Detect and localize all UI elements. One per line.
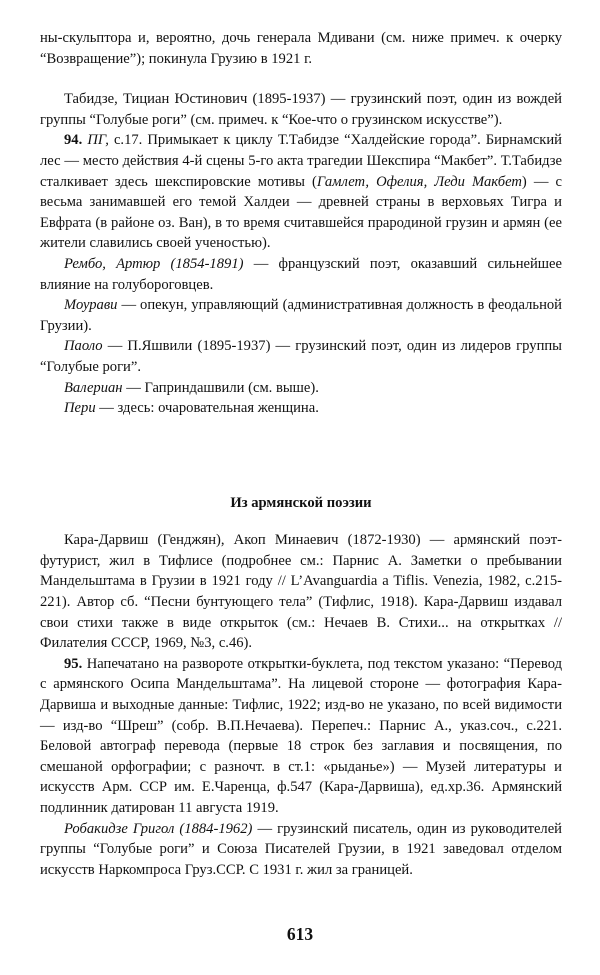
paragraph-peri [40,398,562,419]
definition-mourav: — опекун, управляющий (административная должность в феодальной Грузии). [40,297,562,334]
paragraph-valerian [40,378,562,399]
term-robakidze: Робакидзе Григол (1884-1962) [64,820,253,837]
section-title: Из армянской поэзии [230,494,372,511]
page-body [40,28,562,880]
term-paolo: Паоло [64,338,103,355]
note-source-94: ПГ, [87,132,109,149]
paragraph-tabidze: Табидзе, Тициан Юстинович (1895-1937) — грузинский поэт, один из вождей группы “Голубые роги” (см. примеч. к “Кое-что о грузинском искусстве”). [40,91,562,128]
note-number-95: 95. [64,655,83,672]
paragraph-robakidze [40,819,562,881]
paragraph-note-95 [40,654,562,819]
term-valerian: Валериан [64,379,123,396]
definition-peri: — здесь: очаровательная женщина. [95,400,319,417]
page-number: 613 [286,924,314,944]
definition-rembo: — французский поэт, оказавший сильнейшее влияние на голубороговцев. [40,255,562,293]
paragraph-note-94 [40,130,562,254]
paragraph-rembo [40,254,562,295]
note-text-94b: ) — с весьма занимавшей его темой Халдеи — древней страны в верховьях Тигра и Евфрата (в районе оз. Ван), в то время считавшейся прародиной грузин и армян (ее жители славились своей ученостью). [40,173,562,252]
note-text-95: Напечатано на развороте открытки-буклета, под текстом указано: “Перевод с армянского Осипа Мандельштама”. На лицевой стороне — фотография Кара-Дарвиша и выходные данные: Тифлис, 1922; изд-во не указано, по всей видимости — изд-во “Шреш” (собр. В.П.Нечаева). Перепеч.: Парнис А., указ.соч., с.221. Беловой автограф перевода (первые 18 строк без заглавия и посвящения, по смешаной орфографии; с разночт. в ст.1: «рыданье») — Музей литературы и искусств Арм. ССР им. Е.Чаренца, ф.547 (Кара-Дарвиша), ед.хр.36. Армянский подлинник датирован 11 августа 1919. [40,655,562,816]
paragraph-continuation: ны-скульптора и, вероятно, дочь генерала Мдивани (см. ниже примеч. к очерку “Возвращение”); покинула Грузию в 1921 г. [40,30,562,67]
paragraph-kara-darvish: Кара-Дарвиш (Генджян), Акоп Минаевич (1872-1930) — армянский поэт-футурист, жил в Тифлисе (подробнее см.: Парнис А. Заметки о пребывании Мандельштама в Грузии в 1921 году // L’Avanguardia a Tiflis. Venezia, 1982, с.215-221). Автор сб. “Песни бунтующего тела” (Тифлис, 1918). Кара-Дарвиш издавал свои стихи также в виде открыток (см.: Нечаев В. Стихи... на открытках // Филателия СССР, 1969, №3, с.46). [40,532,562,652]
paragraph-paolo [40,336,562,377]
term-mourav: Моурави [64,297,118,314]
term-peri: Пери [64,400,96,417]
definition-valerian: — Гаприндашвили (см. выше). [122,379,319,396]
definition-paolo: — П.Яшвили (1895-1937) — грузинский поэт, один из лидеров группы “Голубые роги”. [40,338,562,375]
note-text-94a: с.17. Примыкает к циклу Т.Табидзе “Халдейские города”. Бирнамский лес — место действия 4-й сцены 5-го акта трагедии Шекспира “Макбет”. Т.Табидзе сталкивает здесь шекспировские мотивы ( [40,132,562,190]
term-rembo: Рембо, Артюр (1854-1891) [64,255,244,272]
definition-robakidze: — грузинский писатель, один из руководителей группы “Голубые роги” и Союза Писателей Грузии, в 1921 заведовал отделом искусств Наркомпроса Груз.ССР. С 1931 г. жил за границей. [40,820,562,878]
note-italic-94: Гамлет, Офелия, Леди Макбет [316,173,522,190]
note-number-94: 94. [64,132,83,149]
paragraph-mourav [40,295,562,336]
